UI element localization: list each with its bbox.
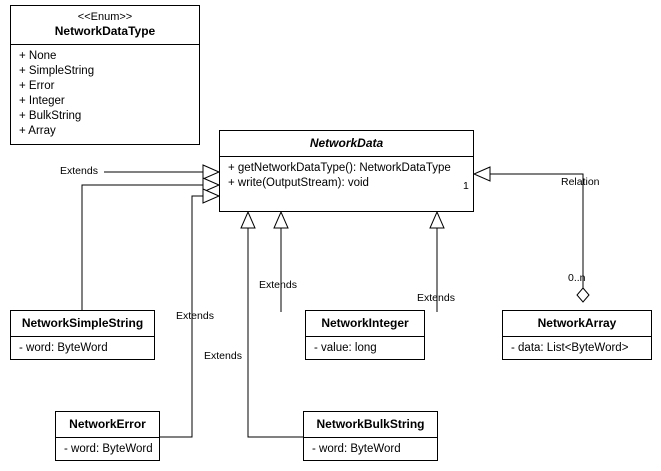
class-member: - value: long [314, 342, 377, 354]
edge-label-relation: Relation [561, 176, 600, 188]
edge-label-multiplicity-many: 0..n [568, 272, 586, 284]
edge-label-extends-bulk-string: Extends [204, 350, 242, 362]
class-members [220, 157, 473, 195]
edge-label-extends-simple-string: Extends [176, 310, 214, 322]
edge-label-extends-enum: Extends [60, 165, 98, 177]
edge-label-extends-integer: Extends [259, 279, 297, 291]
class-members [11, 45, 199, 143]
class-members [11, 337, 154, 360]
class-network-array[interactable] [502, 310, 652, 360]
class-members [56, 438, 159, 461]
class-member: + BulkString [19, 110, 82, 122]
class-network-integer[interactable] [305, 310, 425, 360]
class-network-data[interactable] [219, 130, 474, 212]
class-header [56, 412, 159, 437]
class-network-simple-string[interactable] [10, 310, 155, 360]
class-network-bulk-string[interactable] [303, 411, 438, 461]
class-header [503, 311, 651, 336]
class-network-error[interactable] [55, 411, 160, 461]
class-member: - word: ByteWord [312, 443, 401, 455]
class-member: + Error [19, 80, 55, 92]
class-members [503, 337, 651, 360]
class-member: + getNetworkDataType(): NetworkDataType [228, 162, 451, 174]
class-name: NetworkData [309, 136, 384, 150]
class-name: NetworkDataType [54, 24, 156, 38]
class-name: NetworkArray [537, 316, 617, 330]
class-member: - word: ByteWord [19, 342, 108, 354]
class-member: - data: List<ByteWord> [511, 342, 629, 354]
class-name: NetworkError [69, 417, 146, 431]
class-network-data-type[interactable] [10, 5, 200, 145]
class-member: + SimpleString [19, 65, 95, 77]
class-member: + Array [19, 125, 56, 137]
class-member: + write(OutputStream): void [228, 177, 369, 189]
class-header [220, 131, 473, 156]
class-name: NetworkBulkString [316, 417, 425, 431]
class-header [11, 6, 199, 44]
class-name: NetworkInteger [321, 316, 409, 330]
class-member: + Integer [19, 95, 65, 107]
class-name: NetworkSimpleString [21, 316, 144, 330]
class-header [306, 311, 424, 336]
class-header [304, 412, 437, 437]
class-members [304, 438, 437, 461]
edge-label-multiplicity-one: 1 [463, 180, 469, 192]
class-members [306, 337, 424, 360]
class-stereotype: <<Enum>> [77, 11, 133, 23]
class-member: - word: ByteWord [64, 443, 153, 455]
class-header [11, 311, 154, 336]
class-member: + None [19, 50, 57, 62]
edge-label-extends-array: Extends [417, 292, 455, 304]
